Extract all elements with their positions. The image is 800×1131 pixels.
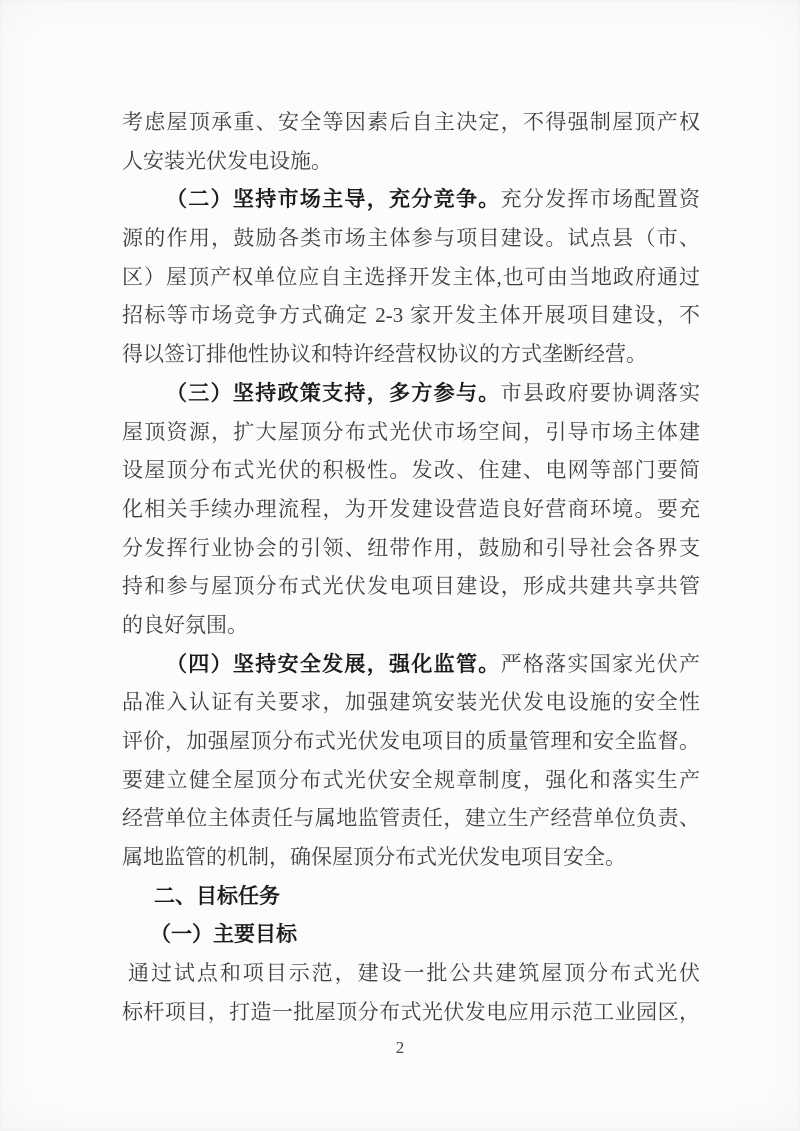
line-text: 要建立健全屋顶分布式光伏安全规章制度，强化和落实生产 <box>122 767 700 792</box>
line-text: 人安装光伏发电设施。 <box>122 148 332 173</box>
text-line <box>122 954 700 993</box>
line-text: 标杆项目，打造一批屋顶分布式光伏发电应用示范工业园区， <box>122 999 700 1024</box>
line-text: 充分发挥市场配置资 <box>500 187 701 212</box>
text-line <box>122 103 700 142</box>
section-2-heading-line <box>122 180 700 219</box>
subsection-1-heading <box>122 915 700 954</box>
line-text: 屋顶资源，扩大屋顶分布式光伏市场空间，引导市场主体建 <box>122 419 700 444</box>
text-line <box>122 490 700 529</box>
text-line <box>122 142 700 181</box>
section-3-heading-line <box>122 374 700 413</box>
line-text: 严格落实国家光伏产 <box>500 651 701 676</box>
line-text: 得以签订排他性协议和特许经营权协议的方式垄断经营。 <box>122 342 647 367</box>
chapter-2-heading <box>122 877 700 916</box>
line-text: 分发挥行业协会的引领、纽带作用，鼓励和引导社会各界支 <box>122 535 700 560</box>
section-heading-bold-text: （四）坚持安全发展，强化监管。 <box>166 652 501 676</box>
section-heading-bold-text: （三）坚持政策支持，多方参与。 <box>166 381 501 405</box>
line-text: 区）屋顶产权单位应自主选择开发主体,也可由当地政府通过 <box>122 264 700 289</box>
line-text: 招标等市场竞争方式确定 2-3 家开发主体开展项目建设，不 <box>122 303 700 328</box>
document-body <box>122 103 700 1032</box>
line-text: 的良好氛围。 <box>122 612 248 637</box>
text-line <box>122 683 700 722</box>
text-line <box>122 606 700 645</box>
text-line <box>122 567 700 606</box>
line-text: 品准入认证有关要求，加强建筑安装光伏发电设施的安全性 <box>122 690 700 715</box>
line-text: 评价，加强屋顶分布式光伏发电项目的质量管理和安全监督。 <box>122 729 700 753</box>
text-line <box>122 335 700 374</box>
subsection-heading-text: （一）主要目标 <box>150 923 297 947</box>
text-line <box>122 296 700 335</box>
text-line <box>122 799 700 838</box>
page-number: 2 <box>395 1038 405 1057</box>
text-line <box>122 451 700 490</box>
text-line <box>122 722 700 761</box>
text-line <box>122 219 700 258</box>
text-line <box>122 413 700 452</box>
line-text: 属地监管的机制，确保屋顶分布式光伏发电项目安全。 <box>122 845 626 870</box>
line-text: 源的作用，鼓励各类市场主体参与项目建设。试点县（市、 <box>122 226 700 251</box>
line-text: 市县政府要协调落实 <box>500 380 701 405</box>
line-text: 经营单位主体责任与属地监管责任，建立生产经营单位负责、 <box>122 806 700 831</box>
chapter-heading-text: 二、目标任务 <box>154 884 280 908</box>
text-line <box>122 838 700 877</box>
line-text: 持和参与屋顶分布式光伏发电项目建设，形成共建共享共管 <box>122 574 700 599</box>
text-line <box>122 529 700 568</box>
text-line <box>122 993 700 1032</box>
line-text: 考虑屋顶承重、安全等因素后自主决定，不得强制屋顶产权 <box>122 110 700 134</box>
text-line <box>122 258 700 297</box>
section-4-heading-line <box>122 645 700 684</box>
line-text: 设屋顶分布式光伏的积极性。发改、住建、电网等部门要简 <box>122 458 700 483</box>
section-heading-bold-text: （二）坚持市场主导，充分竞争。 <box>166 188 501 212</box>
line-text: 化相关手续办理流程，为开发建设营造良好营商环境。要充 <box>122 496 700 521</box>
line-text: 通过试点和项目示范，建设一批公共建筑屋顶分布式光伏 <box>128 961 700 986</box>
text-line <box>122 761 700 800</box>
